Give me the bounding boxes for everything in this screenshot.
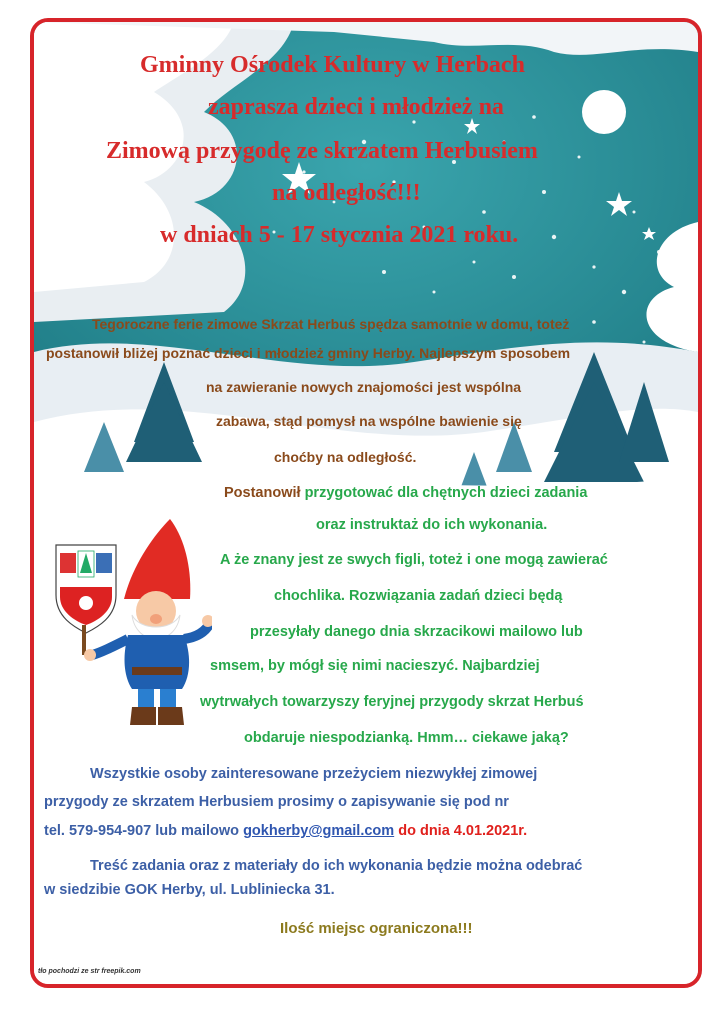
header-line-1: Gminny Ośrodek Kultury w Herbach: [140, 52, 525, 78]
tasks-line-4: chochlika. Rozwiązania zadań dzieci będą: [274, 588, 563, 604]
tasks-line-2: oraz instruktaż do ich wykonania.: [316, 517, 548, 533]
tasks-line-8: obdaruje niespodzianką. Hmm… ciekawe jaką?: [244, 730, 569, 746]
intro-line-2: postanowił bliżej poznać dzieci i młodzież gminy Herby. Najlepszym sposobem: [46, 345, 571, 361]
tasks-line-1-end: przygotować dla chętnych dzieci zadania: [304, 485, 588, 501]
phone-text: tel. 579-954-907 lub mailowo: [44, 823, 244, 839]
tasks-line-5: przesyłały danego dnia skrzacikowi mailowo lub: [250, 624, 583, 640]
tasks-line-6: smsem, by mógł się nimi nacieszyć. Najbardziej: [210, 658, 540, 674]
header-line-3: Zimową przygodę ze skrzatem Herbusiem: [106, 138, 538, 164]
tasks-line-1-start: Postanowił: [224, 485, 305, 501]
deadline-text: do dnia 4.01.2021r.: [394, 823, 528, 839]
header-line-4: na odległość!!!: [272, 180, 421, 206]
header-line-5: w dniach 5 - 17 stycznia 2021 roku.: [160, 222, 519, 248]
header-line-2: zaprasza dzieci i młodzież na: [208, 94, 504, 120]
tasks-line-1: [224, 484, 587, 502]
intro-line-3: na zawieranie nowych znajomości jest wspólna: [206, 379, 522, 395]
tasks-line-7: wytrwałych towarzyszy feryjnej przygody skrzat Herbuś: [200, 694, 584, 710]
signup-line-2: przygody ze skrzatem Herbusiem prosimy o zapisywanie się pod nr: [44, 794, 509, 810]
intro-line-5: choćby na odległość.: [274, 449, 417, 465]
intro-line-1: Tegoroczne ferie zimowe Skrzat Herbuś spędza samotnie w domu, toteż: [92, 316, 570, 332]
pickup-line-1: Treść zadania oraz z materiały do ich wykonania będzie można odebrać: [90, 858, 583, 874]
tasks-line-3: A że znany jest ze swych figli, toteż i one mogą zawierać: [220, 552, 608, 568]
background-credit: tło pochodzi ze str freepik.com: [38, 968, 141, 975]
email-link[interactable]: gokherby@gmail.com: [243, 823, 395, 839]
moon: [582, 90, 626, 134]
pickup-line-2: w siedzibie GOK Herby, ul. Lubliniecka 31.: [44, 882, 335, 898]
gnome-illustration: [52, 507, 212, 732]
intro-line-4: zabawa, stąd pomysł na wspólne bawienie się: [216, 413, 522, 429]
signup-line-3: [44, 822, 527, 840]
signup-line-1: Wszystkie osoby zainteresowane przeżyciem niezwykłej zimowej: [90, 766, 538, 782]
coat-of-arms-icon: [56, 545, 116, 633]
poster-frame: [30, 18, 702, 988]
limited-notice: Ilość miejsc ograniczona!!!: [280, 920, 473, 937]
